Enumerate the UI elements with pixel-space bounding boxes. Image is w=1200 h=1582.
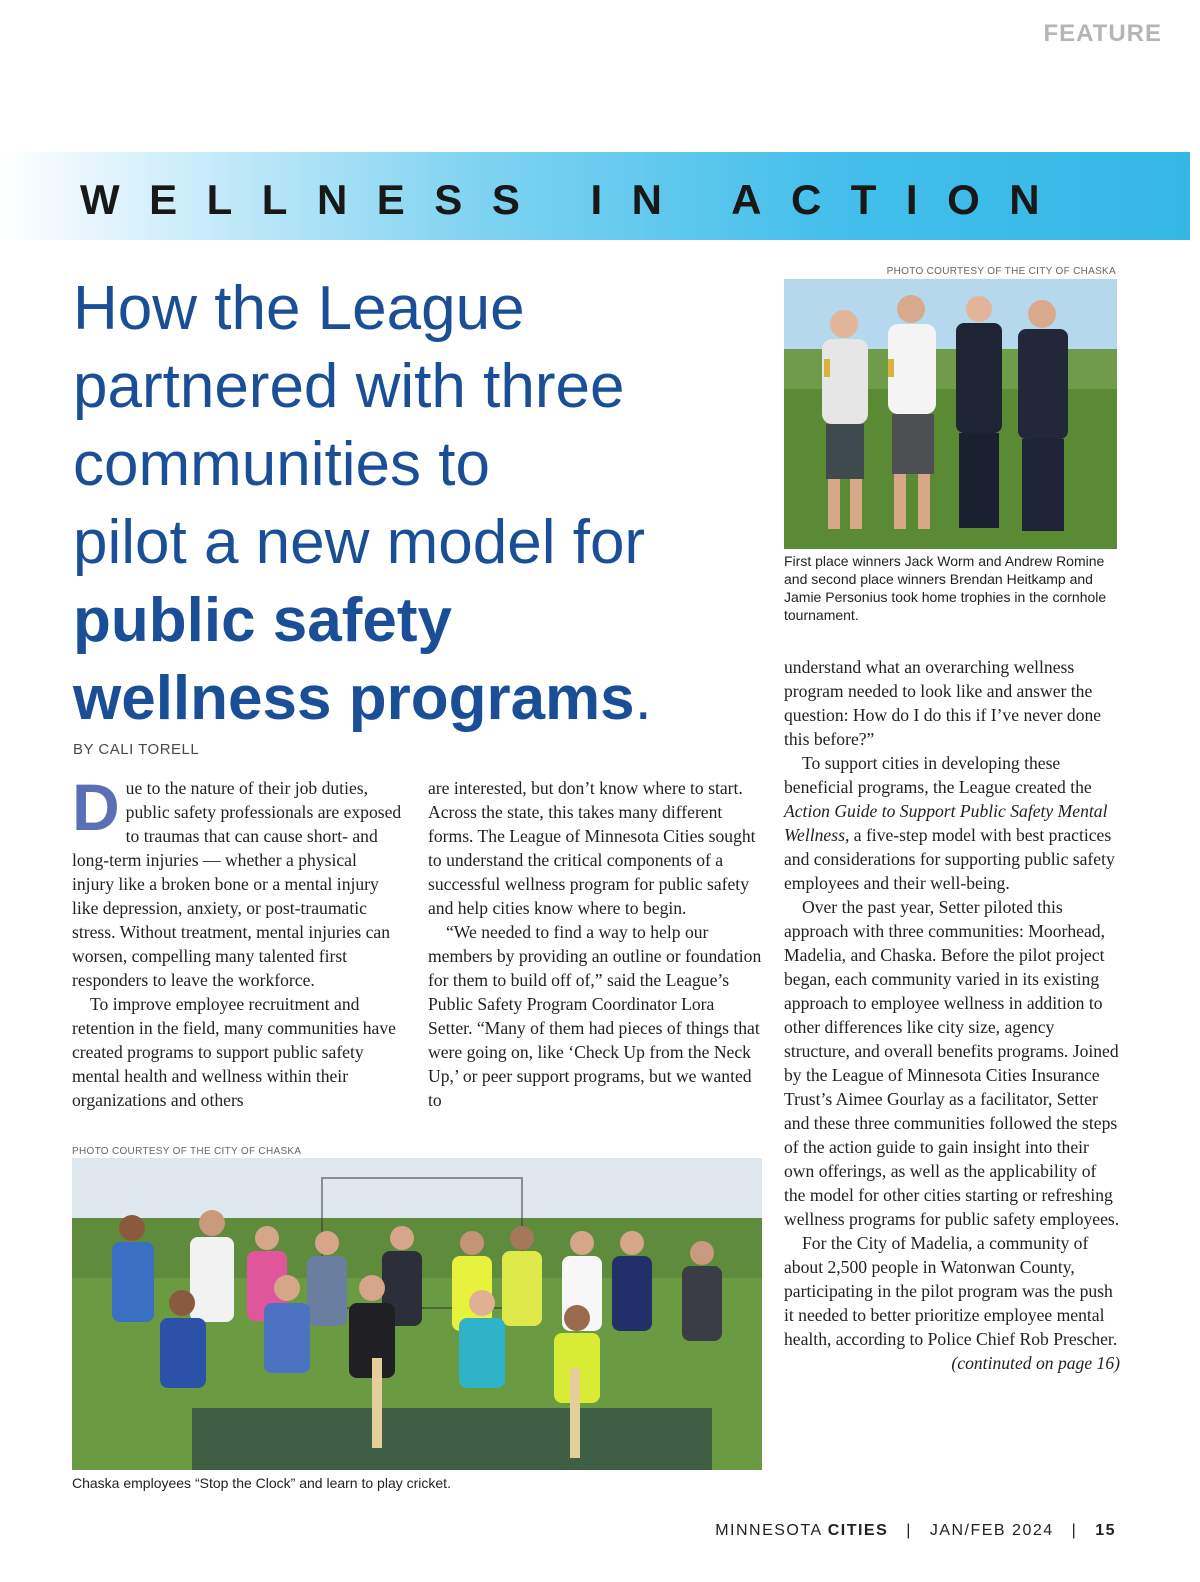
headline-line-bold-last (73, 660, 773, 738)
article-column-3 (784, 655, 1120, 1375)
paragraph-text: , a five-step model with best practices and considerations for supporting public safety employees and their well-being. (784, 825, 1115, 893)
paragraph: To improve employee recruitment and retention in the field, many communities have created programs to support public safety mental health and wellness within their organizations and others (72, 994, 396, 1110)
photo-credit: PHOTO COURTESY OF THE CITY OF CHASKA (886, 266, 1116, 277)
paragraph (72, 770, 402, 992)
headline-line: pilot a new model for (73, 508, 646, 577)
section-label: FEATURE (1043, 20, 1162, 47)
headline-bold-text: wellness programs (73, 664, 635, 733)
publication-name-bold: CITIES (827, 1522, 889, 1539)
headline-end-mark: . (634, 664, 652, 733)
headline-line-bold: public safety (73, 586, 452, 655)
paragraph: understand what an overarching wellness program needed to look like and answer the question: How do I do this if I’ve never done this before?” (784, 657, 1102, 749)
article-column-2 (428, 776, 762, 1112)
paragraph-text: To support cities in developing these beneficial programs, the League created the (784, 753, 1092, 797)
footer-divider: | (906, 1522, 912, 1539)
headline-line: partnered with three (73, 352, 625, 421)
photo-illustration (72, 1158, 762, 1470)
paragraph: Over the past year, Setter piloted this approach with three communities: Moorhead, Madelia, and Chaska. Before the pilot project began, each community varied in its existing approach to employee wellness in addition to other differences like city size, agency structure, and overall benefits programs. Joined by the League of Minnesota Cities Insurance Trust’s Aimee Gourlay as a facilitator, Setter and these three communities followed the steps of the action guide to gain insight into their own offerings, as well as the applicability of the model for other cities starting or refreshing wellness programs for public safety employees. (784, 897, 1120, 1229)
drop-cap: D (72, 770, 120, 844)
photo-credit: PHOTO COURTESY OF THE CITY OF CHASKA (72, 1146, 302, 1157)
headline-line: How the League (73, 274, 525, 343)
article-column-1 (72, 770, 402, 1112)
paragraph: are interested, but don’t know where to start. Across the state, this takes many different forms. The League of Minnesota Cities sought to understand the critical components of a successful wellness program for public safety and help cities know where to begin. (428, 778, 756, 918)
publication-name: MINNESOTA (715, 1522, 822, 1539)
cornhole-winners-photo (784, 279, 1117, 549)
paragraph (784, 751, 1120, 895)
photo-illustration (784, 279, 1117, 549)
paragraph: For the City of Madelia, a community of about 2,500 people in Watonwan County, participating in the pilot program was the push it needed to better prioritize employee mental health, according to Police Chief Rob Prescher. (784, 1233, 1118, 1349)
page-number: 15 (1095, 1522, 1116, 1539)
headline-line: communities to (73, 430, 490, 499)
paragraph-text: ue to the nature of their job duties, public safety professionals are exposed to traumas that can cause short- and long-term injuries — whether a physical injury like a broken bone or a mental injury like depression, anxiety, or post-traumatic stress. Without treatment, mental injuries can worsen, compelling many talented first responders to leave the workforce. (72, 778, 402, 990)
banner-title: WELLNESS IN ACTION (80, 176, 1070, 223)
footer-divider: | (1071, 1522, 1078, 1539)
continued-note: (continuted on page 16) (951, 1353, 1120, 1373)
cricket-group-photo (72, 1158, 762, 1470)
page-footer (715, 1522, 1116, 1540)
byline: BY CALI TORELL (73, 741, 200, 758)
guide-title: Action Guide to Support Public Safety Mental Wellness (784, 801, 1108, 845)
photo-caption: First place winners Jack Worm and Andrew Romine and second place winners Brendan Heitkamp and Jamie Personius took home trophies in the cornhole tournament. (784, 553, 1107, 623)
article-headline (73, 270, 773, 738)
issue-date: JAN/FEB 2024 (929, 1522, 1054, 1539)
photo-caption: Chaska employees “Stop the Clock” and learn to play cricket. (72, 1475, 451, 1491)
paragraph: “We needed to find a way to help our members by providing an outline or foundation for them to build off of,” said the League’s Public Safety Program Coordinator Lora Setter. “Many of them had pieces of things that were going on, like ‘Check Up from the Neck Up,’ or peer support programs, but we wanted to (428, 922, 762, 1110)
